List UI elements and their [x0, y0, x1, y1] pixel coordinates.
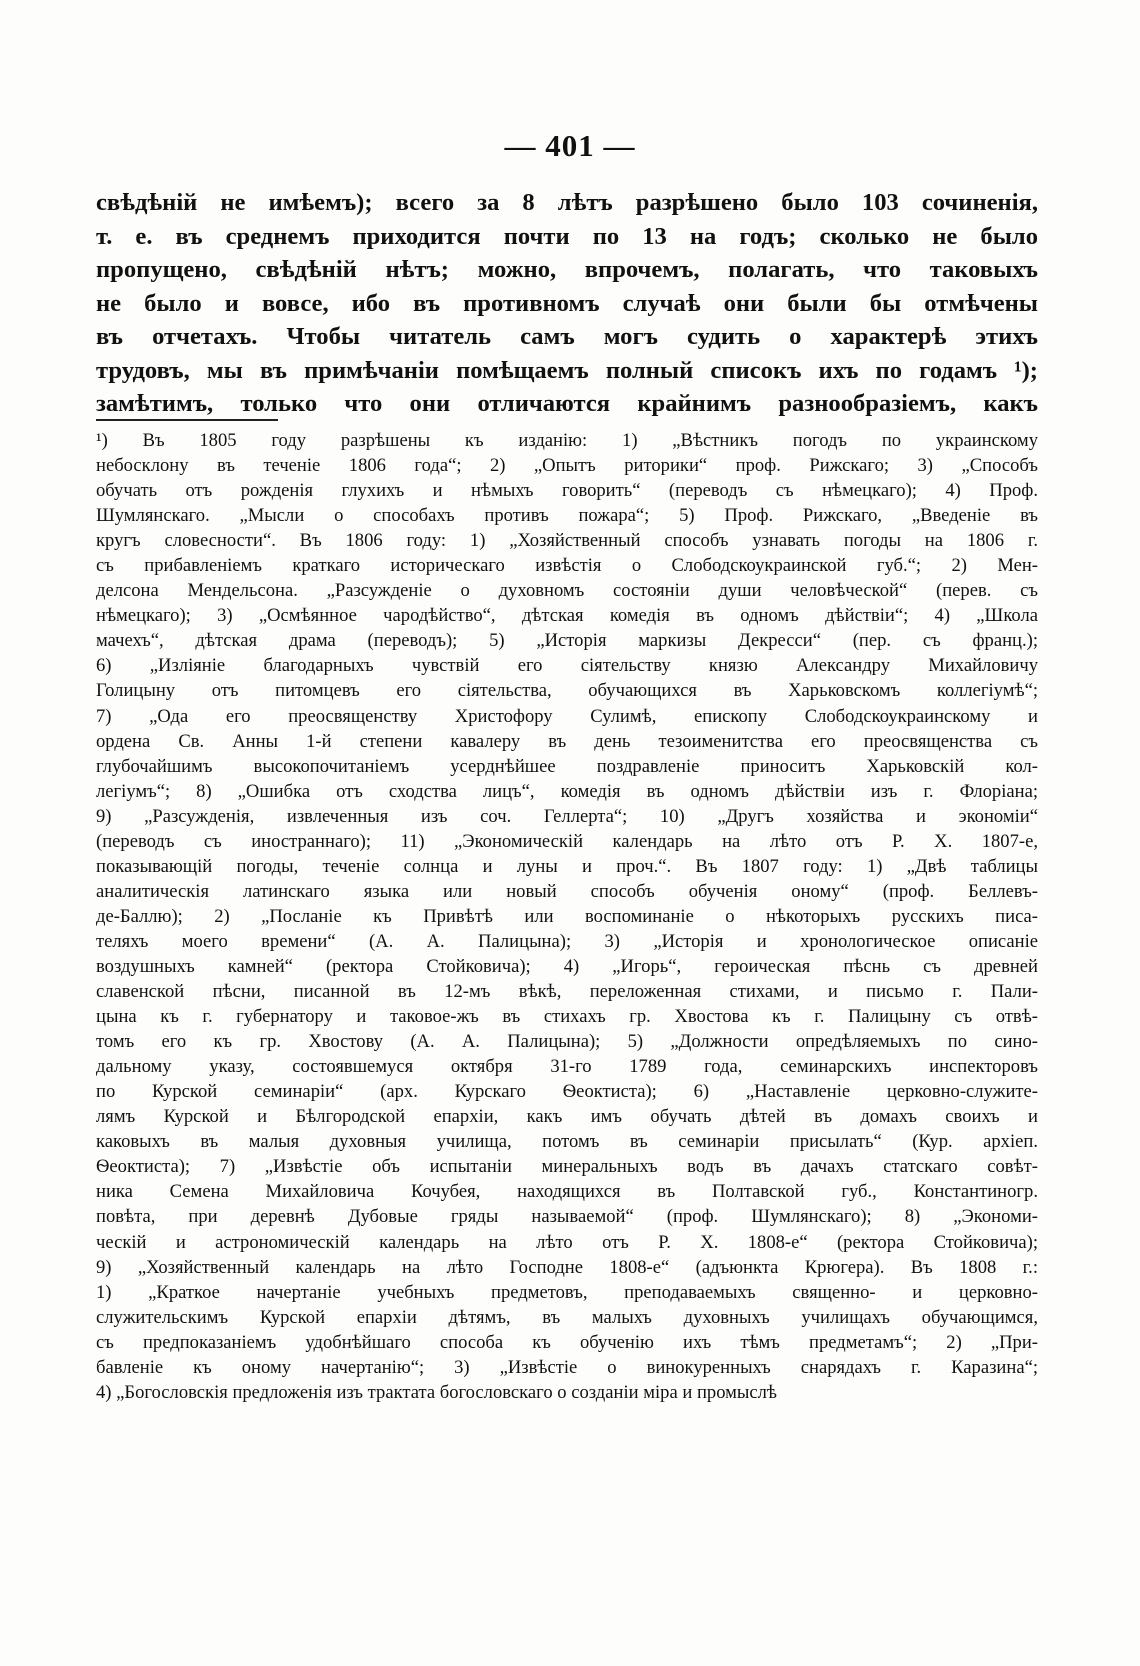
footnote-line: мачехъ“, дѣтская драма (переводъ); 5) „Исторія маркизы Декресси“ (пер. съ франц.); [96, 630, 1038, 652]
main-text [96, 186, 1038, 421]
footnote [96, 428, 1038, 1405]
footnote-line: воздушныхъ камней“ (ректора Стойковича); 4) „Игорь“, героическая пѣснь съ древней [96, 955, 1038, 977]
footnote-line: 4) „Богословскія предложенія изъ трактата богословскаго о созданіи міра и промыслѣ [96, 1381, 778, 1403]
footnote-line: ника Семена Михайловича Кочубея, находящихся въ Полтавской губ., Константиногр. [96, 1181, 1038, 1203]
footnote-line: 7) „Ода его преосвященству Христофору Сулимѣ, епископу Слободскоукраинскому и [96, 705, 1038, 727]
footnote-line: лямъ Курской и Бѣлгородской епархіи, какъ имъ обучать дѣтей въ домахъ своихъ и [96, 1106, 1038, 1128]
footnote-line: цына къ г. губернатору и таковое-жъ въ стихахъ гр. Хвостова къ г. Палицыну съ отвѣ- [96, 1006, 1038, 1028]
text-line: въ отчетахъ. Чтобы читатель самъ могъ судить о характерѣ этихъ [96, 323, 1038, 350]
footnote-line: де-Баллю); 2) „Посланіе къ Привѣтѣ или воспоминаніе о нѣкоторыхъ русскихъ писа- [96, 905, 1038, 927]
footnote-line: показывающій погоды, теченіе солнца и луны и проч.“. Въ 1807 году: 1) „Двѣ таблицы [96, 855, 1038, 877]
text-line: замѣтимъ, только что они отличаются крайнимъ разнообразіемъ, какъ [96, 390, 1038, 417]
text-line: не было и вовсе, ибо въ противномъ случаѣ они были бы отмѣчены [96, 289, 1038, 317]
text-line: пропущено, свѣдѣній нѣтъ; можно, впрочемъ, полагать, что таковыхъ [96, 256, 1038, 283]
footnote-separator [96, 419, 278, 421]
footnote-line: нѣмецкаго); 3) „Осмѣянное чародѣйство“, дѣтская комедія въ одномъ дѣйствіи“; 4) „Школа [96, 605, 1038, 627]
footnote-line: ческій и астрономическій календарь на лѣто отъ Р. Х. 1808-е“ (ректора Стойковича); [96, 1231, 1038, 1253]
footnote-line: 1) „Краткое начертаніе учебныхъ предметовъ, преподаваемыхъ священно- и церковно- [96, 1281, 1038, 1303]
footnote-line: каковыхъ въ малыя духовныя училища, потомъ въ семинаріи присылать“ (Кур. архіеп. [96, 1131, 1038, 1153]
footnote-line: съ прибавленіемъ краткаго историческаго извѣстія о Слободскоукраинской губ.“; 2) Мен- [96, 555, 1038, 577]
footnote-line: 6) „Изліяніе благодарныхъ чувствій его сіятельству князю Александру Михайловичу [96, 655, 1038, 677]
text-line: трудовъ, мы въ примѣчаніи помѣщаемъ полный списокъ ихъ по годамъ ¹); [96, 356, 1038, 384]
footnote-line: (переводъ съ иностраннаго); 11) „Экономическій календарь на лѣто отъ Р. Х. 1807-е, [96, 830, 1038, 852]
footnote-line: славенской пѣсни, писанной въ 12-мъ вѣкѣ, переложенная стихами, и письмо г. Пали- [96, 981, 1038, 1003]
footnote-line: 9) „Разсужденія, извлеченныя изъ соч. Геллерта“; 10) „Другъ хозяйства и экономіи“ [96, 805, 1038, 827]
footnote-line: съ предпоказаніемъ удобнѣйшаго способа къ обученію ихъ тѣмъ предметамъ“; 2) „При- [96, 1331, 1038, 1353]
footnote-line: ¹) Въ 1805 году разрѣшены къ изданію: 1) „Вѣстникъ погодъ по украинскому [96, 430, 1038, 451]
text-line: т. е. въ среднемъ приходится почти по 13 на годъ; сколько не было [96, 222, 1038, 250]
page-number: — 401 — [504, 128, 636, 163]
footnote-line: ордена Св. Анны 1-й степени кавалеру въ день тезоименитства его преосвященства съ [96, 730, 1038, 752]
footnote-line: служительскимъ Курской епархіи дѣтямъ, въ малыхъ духовныхъ училищахъ обучающимся, [96, 1306, 1038, 1328]
footnote-line: дальному указу, состоявшемуся октября 31-го 1789 года, семинарскихъ инспекторовъ [96, 1056, 1038, 1078]
footnote-line: делсона Мендельсона. „Разсужденіе о духовномъ состояніи души человѣческой“ (перев. съ [96, 580, 1038, 602]
footnote-line: Ѳеоктиста); 7) „Извѣстіе объ испытаніи минеральныхъ водъ въ дачахъ статскаго совѣт- [96, 1156, 1038, 1178]
footnote-line: глубочайшимъ высокопочитаніемъ усерднѣйшее поздравленіе приноситъ Харьковскій кол- [96, 755, 1038, 777]
footnote-line: томъ его къ гр. Хвостову (А. А. Палицына); 5) „Должности опредѣляемыхъ по сино- [96, 1031, 1038, 1053]
footnote-line: аналитическія латинскаго языка или новый способъ обученія оному“ (проф. Беллевъ- [96, 880, 1038, 902]
footnote-line: теляхъ моего времени“ (А. А. Палицына); 3) „Исторія и хронологическое описаніе [96, 930, 1038, 952]
footnote-line: бавленіе къ оному начертанію“; 3) „Извѣстіе о винокуренныхъ снарядахъ г. Каразина“; [96, 1356, 1038, 1378]
footnote-line: по Курской семинаріи“ (арх. Курскаго Ѳеоктиста); 6) „Наставленіе церковно-служите- [96, 1081, 1038, 1103]
footnote-line: Голицыну отъ питомцевъ его сіятельства, обучающихся въ Харьковскомъ коллегіумѣ“; [96, 680, 1038, 702]
footnote-line: 9) „Хозяйственный календарь на лѣто Господне 1808-е“ (адъюнкта Крюгера). Въ 1808 г.: [96, 1256, 1038, 1278]
footnote-line: повѣта, при деревнѣ Дубовые гряды называемой“ (проф. Шумлянскаго); 8) „Экономи- [96, 1206, 1038, 1228]
footnote-line: легіумъ“; 8) „Ошибка отъ сходства лицъ“, комедія въ одномъ дѣйствіи изъ г. Флоріана; [96, 780, 1038, 802]
footnote-line: небосклону въ теченіе 1806 года“; 2) „Опытъ риторики“ проф. Рижскаго; 3) „Способъ [96, 455, 1038, 477]
footnote-line: Шумлянскаго. „Мысли о способахъ противъ пожара“; 5) Проф. Рижскаго, „Введеніе въ [96, 505, 1038, 527]
footnote-line: кругъ словесности“. Въ 1806 году: 1) „Хозяйственный способъ узнавать погоды на 1806 г. [96, 530, 1038, 552]
text-line: свѣдѣній не имѣемъ); всего за 8 лѣтъ разрѣшено было 103 сочиненія, [96, 189, 1038, 216]
footnote-line: обучать отъ рожденія глухихъ и нѣмыхъ говорить“ (переводъ съ нѣмецкаго); 4) Проф. [96, 480, 1038, 502]
